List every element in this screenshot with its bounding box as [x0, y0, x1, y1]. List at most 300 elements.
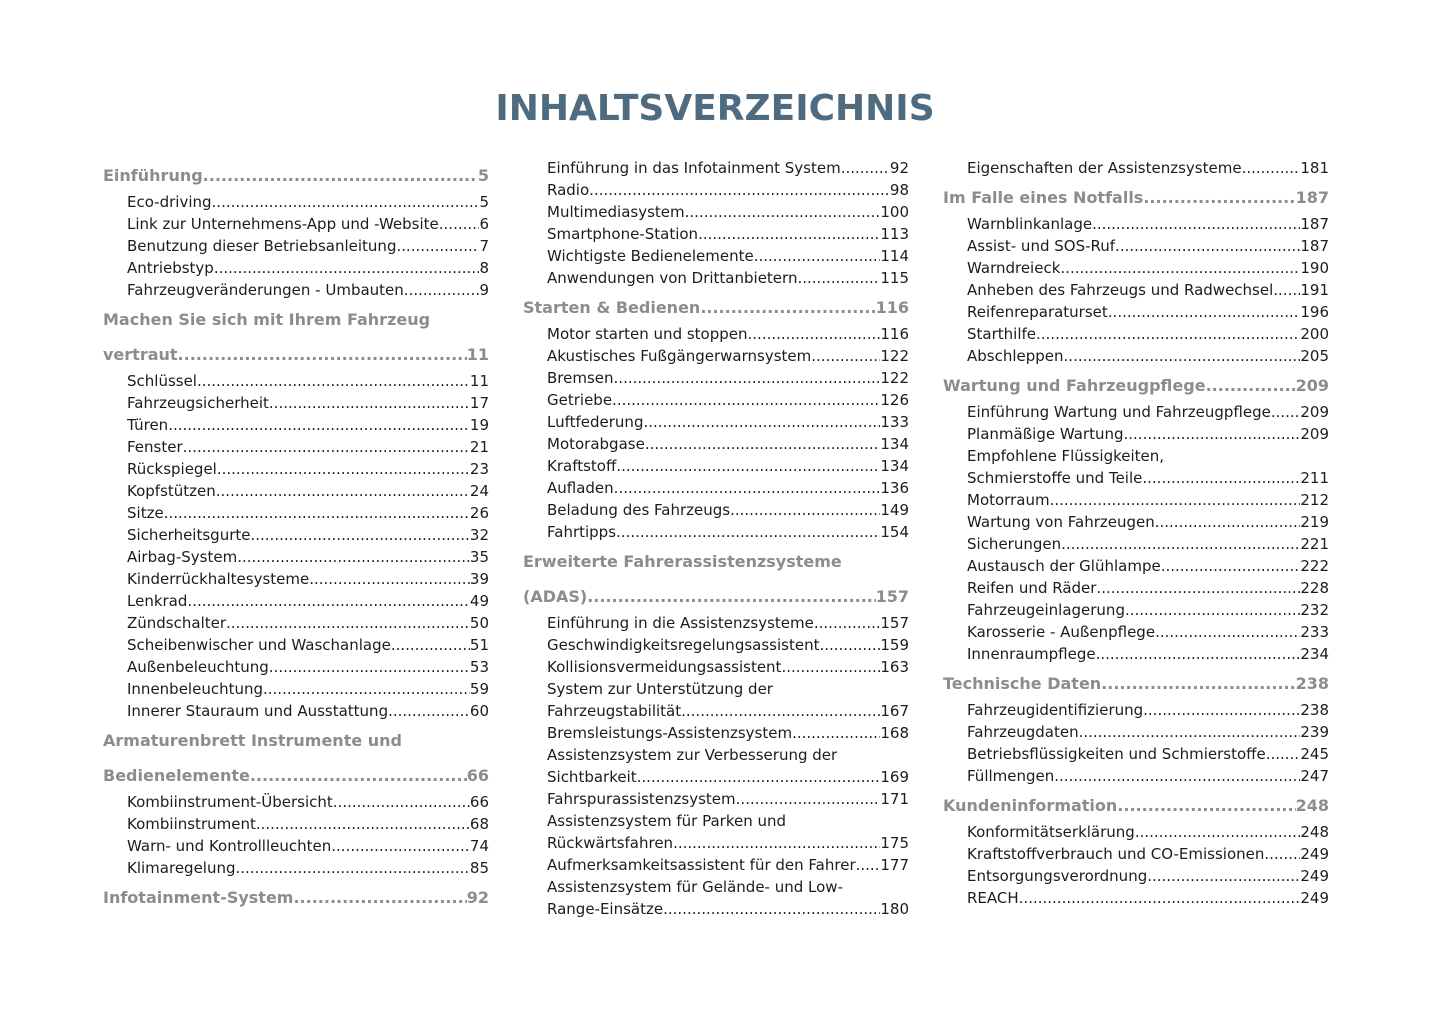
- toc-title: Motorabgase: [547, 435, 645, 453]
- toc-entry[interactable]: [943, 489, 1329, 511]
- toc-section[interactable]: [103, 165, 489, 187]
- dot-leader: [637, 766, 881, 788]
- toc-entry[interactable]: [523, 201, 909, 223]
- toc-entry[interactable]: [103, 279, 489, 301]
- dot-leader: [1061, 533, 1300, 555]
- toc-page-number: 74: [469, 837, 489, 855]
- dot-leader: [226, 612, 470, 634]
- dot-leader: [856, 854, 881, 876]
- toc-entry[interactable]: [523, 477, 909, 499]
- dot-leader: [1096, 643, 1301, 665]
- toc-entry[interactable]: [103, 436, 489, 458]
- dot-leader: [814, 612, 880, 634]
- toc-entry[interactable]: [523, 245, 909, 267]
- toc-entry[interactable]: [523, 179, 909, 201]
- toc-entry[interactable]: [943, 257, 1329, 279]
- toc-entry[interactable]: [943, 765, 1329, 787]
- dot-leader: [673, 832, 880, 854]
- toc-entry[interactable]: [103, 370, 489, 392]
- dot-leader: [1143, 699, 1300, 721]
- dot-leader: [792, 722, 880, 744]
- dot-leader: [250, 765, 467, 787]
- toc-page-number: 126: [880, 391, 909, 409]
- toc-page-number: 5: [477, 166, 489, 185]
- dot-leader: [439, 213, 480, 235]
- toc-page-number: 11: [469, 372, 489, 390]
- toc-entry[interactable]: [943, 887, 1329, 909]
- dot-leader: [263, 678, 470, 700]
- dot-leader: [391, 634, 470, 656]
- toc-page-number: 26: [469, 504, 489, 522]
- toc-entry[interactable]: [103, 414, 489, 436]
- toc-title: Anwendungen von Drittanbietern: [547, 269, 798, 287]
- dot-leader: [819, 634, 880, 656]
- toc-section[interactable]: [943, 375, 1329, 397]
- toc-title: Wartung und Fahrzeugpflege: [943, 376, 1206, 395]
- toc-title: Kombiinstrument-Übersicht: [127, 793, 333, 811]
- toc-page-number: 196: [1300, 303, 1329, 321]
- toc-title: Rückwärtsfahren: [547, 834, 674, 852]
- toc-title: Betriebsflüssigkeiten und Schmierstoffe: [967, 745, 1266, 763]
- toc-entry[interactable]: [103, 678, 489, 700]
- toc-entry-line: Empfohlene Flüssigkeiten,: [967, 447, 1165, 465]
- toc-title: Bedienelemente: [103, 766, 250, 785]
- toc-column-1: [103, 157, 489, 913]
- toc-page-number: 49: [469, 592, 489, 610]
- toc-page-number: 248: [1300, 823, 1329, 841]
- dot-leader: [841, 157, 890, 179]
- toc-title: Lenkrad: [127, 592, 188, 610]
- toc-entry[interactable]: [943, 865, 1329, 887]
- toc-title: Fahrzeugeinlagerung: [967, 601, 1125, 619]
- toc-title: Abschleppen: [967, 347, 1064, 365]
- toc-entry[interactable]: [103, 791, 489, 813]
- toc-page-number: 7: [479, 237, 489, 255]
- toc-entry[interactable]: [943, 843, 1329, 865]
- toc-title: Sichtbarkeit: [547, 768, 637, 786]
- dot-leader: [645, 433, 881, 455]
- toc-title: Kollisionsvermeidungsassistent: [547, 658, 782, 676]
- toc-page-number: 181: [1300, 159, 1329, 177]
- toc-page-number: 19: [469, 416, 489, 434]
- dot-leader: [388, 700, 470, 722]
- toc-section-heading: Machen Sie sich mit Ihrem Fahrzeug: [103, 310, 431, 329]
- toc-entry[interactable]: [943, 643, 1329, 665]
- dot-leader: [1143, 187, 1295, 209]
- dot-leader: [663, 898, 880, 920]
- toc-title: vertraut: [103, 345, 178, 364]
- toc-entry[interactable]: [523, 389, 909, 411]
- toc-entry[interactable]: [943, 157, 1329, 179]
- toc-entry[interactable]: [523, 612, 909, 634]
- toc-title: Schlüssel: [127, 372, 197, 390]
- toc-entry[interactable]: [103, 191, 489, 213]
- toc-entry[interactable]: [523, 722, 909, 744]
- toc-entry[interactable]: [943, 821, 1329, 843]
- toc-title: Fenster: [127, 438, 183, 456]
- toc-entry[interactable]: [103, 392, 489, 414]
- toc-entry[interactable]: [103, 656, 489, 678]
- toc-page-number: 68: [469, 815, 489, 833]
- toc-page-number: 134: [880, 457, 909, 475]
- toc-entry[interactable]: [103, 857, 489, 879]
- toc-section[interactable]: [523, 586, 909, 608]
- toc-page-number: 92: [889, 159, 909, 177]
- toc-title: Technische Daten: [943, 674, 1102, 693]
- toc-entry[interactable]: [103, 213, 489, 235]
- toc-entry[interactable]: [523, 854, 909, 876]
- toc-entry[interactable]: [523, 521, 909, 543]
- toc-title: Fahrtipps: [547, 523, 617, 541]
- toc-entry[interactable]: [943, 467, 1329, 489]
- dot-leader: [1115, 235, 1300, 257]
- toc-page-number: 190: [1300, 259, 1329, 277]
- toc-title: Beladung des Fahrzeugs: [547, 501, 731, 519]
- toc-entry[interactable]: [103, 546, 489, 568]
- toc-title: Scheibenwischer und Waschanlage: [127, 636, 391, 654]
- toc-page-number: 175: [880, 834, 909, 852]
- toc-page-number: 116: [880, 325, 909, 343]
- toc-page-number: 168: [880, 724, 909, 742]
- toc-entry[interactable]: [523, 411, 909, 433]
- toc-title: Smartphone-Station: [547, 225, 699, 243]
- toc-page-number: 8: [479, 259, 489, 277]
- toc-entry[interactable]: [103, 835, 489, 857]
- toc-title: REACH: [967, 889, 1019, 907]
- toc-page-number: 24: [469, 482, 489, 500]
- toc-entry[interactable]: [103, 590, 489, 612]
- toc-page-number: 21: [469, 438, 489, 456]
- toc-title: Klimaregelung: [127, 859, 236, 877]
- toc-title: Assist- und SOS-Ruf: [967, 237, 1116, 255]
- dot-leader: [681, 700, 880, 722]
- toc-page-number: 249: [1300, 867, 1329, 885]
- toc-entry[interactable]: [523, 700, 909, 722]
- toc-entry[interactable]: [523, 323, 909, 345]
- toc-title: Radio: [547, 181, 590, 199]
- toc-title: Einführung: [103, 166, 203, 185]
- toc-section-heading: Erweiterte Fahrerassistenzsysteme: [523, 552, 842, 571]
- toc-title: Multimediasystem: [547, 203, 685, 221]
- dot-leader: [1155, 621, 1300, 643]
- toc-title: Fahrspurassistenzsystem: [547, 790, 736, 808]
- dot-leader: [1054, 765, 1300, 787]
- toc-page-number: 238: [1300, 701, 1329, 719]
- toc-entry[interactable]: [943, 279, 1329, 301]
- toc-entry[interactable]: [943, 401, 1329, 423]
- dot-leader: [614, 477, 881, 499]
- toc-entry[interactable]: [523, 832, 909, 854]
- toc-entry[interactable]: [943, 699, 1329, 721]
- toc-entry[interactable]: [103, 524, 489, 546]
- toc-page-number: 92: [466, 888, 489, 907]
- toc-entry[interactable]: [943, 213, 1329, 235]
- toc-page-number: 157: [875, 587, 909, 606]
- dot-leader: [1064, 345, 1301, 367]
- toc-page-number: 116: [875, 298, 909, 317]
- toc-page-number: 228: [1300, 579, 1329, 597]
- toc-section[interactable]: [943, 795, 1329, 817]
- toc-page-number: 11: [466, 345, 489, 364]
- dot-leader: [164, 502, 470, 524]
- dot-leader: [1161, 555, 1301, 577]
- toc-page-number: 5: [479, 193, 489, 211]
- toc-title: Innenbeleuchtung: [127, 680, 263, 698]
- toc-page-number: 159: [880, 636, 909, 654]
- toc-title: Außenbeleuchtung: [127, 658, 269, 676]
- toc-title: Antriebstyp: [127, 259, 214, 277]
- toc-section[interactable]: [103, 765, 489, 787]
- toc-entry[interactable]: [103, 568, 489, 590]
- toc-entry[interactable]: [103, 257, 489, 279]
- toc-section[interactable]: [103, 344, 489, 366]
- toc-section[interactable]: [943, 187, 1329, 209]
- toc-page-number: 239: [1300, 723, 1329, 741]
- toc-entry[interactable]: [523, 157, 909, 179]
- dot-leader: [212, 191, 480, 213]
- toc-entry[interactable]: [523, 223, 909, 245]
- toc-page-number: 23: [469, 460, 489, 478]
- toc-page-number: 66: [466, 766, 489, 785]
- dot-leader: [612, 389, 880, 411]
- toc-title: Fahrzeugidentifizierung: [967, 701, 1144, 719]
- toc-entry[interactable]: [943, 511, 1329, 533]
- toc-entry[interactable]: [523, 433, 909, 455]
- dot-leader: [748, 323, 881, 345]
- toc-entry[interactable]: [943, 743, 1329, 765]
- toc-entry[interactable]: [523, 267, 909, 289]
- dot-leader: [183, 436, 470, 458]
- dot-leader: [1096, 577, 1300, 599]
- toc-entry[interactable]: [523, 656, 909, 678]
- toc-page-number: 191: [1300, 281, 1329, 299]
- dot-leader: [589, 179, 890, 201]
- toc-title: Kopfstützen: [127, 482, 216, 500]
- toc-title: Entsorgungsverordnung: [967, 867, 1148, 885]
- toc-page-number: 248: [1295, 796, 1329, 815]
- toc-title: Einführung in die Assistenzsysteme: [547, 614, 814, 632]
- toc-entry[interactable]: [523, 634, 909, 656]
- toc-title: Türen: [127, 416, 169, 434]
- toc-title: Geschwindigkeitsregelungsassistent: [547, 636, 820, 654]
- toc-title: Warn- und Kontrollleuchten: [127, 837, 332, 855]
- dot-leader: [1060, 257, 1300, 279]
- toc-entry[interactable]: [523, 788, 909, 810]
- toc-title: Luftfederung: [547, 413, 644, 431]
- dot-leader: [168, 414, 470, 436]
- toc-title: Kundeninformation: [943, 796, 1118, 815]
- dot-leader: [698, 223, 880, 245]
- toc-page-number: 17: [469, 394, 489, 412]
- toc-title: Rückspiegel: [127, 460, 217, 478]
- dot-leader: [404, 279, 480, 301]
- toc-title: Link zur Unternehmens-App und -Website: [127, 215, 439, 233]
- toc-entry[interactable]: [523, 455, 909, 477]
- toc-page-number: 187: [1300, 215, 1329, 233]
- toc-entry[interactable]: [523, 499, 909, 521]
- toc-entry[interactable]: [103, 235, 489, 257]
- toc-page-number: 211: [1300, 469, 1329, 487]
- toc-title: Reifenreparaturset: [967, 303, 1108, 321]
- dot-leader: [1036, 323, 1300, 345]
- toc-entry[interactable]: [943, 577, 1329, 599]
- toc-entry-line: Assistenzsystem zur Verbesserung der: [547, 746, 838, 764]
- toc-page-number: 163: [880, 658, 909, 676]
- toc-page-number: 209: [1300, 425, 1329, 443]
- toc-entry[interactable]: [943, 621, 1329, 643]
- toc-title: Innerer Stauraum und Ausstattung: [127, 702, 389, 720]
- toc-entry[interactable]: [103, 458, 489, 480]
- toc-page-number: 238: [1295, 674, 1329, 693]
- toc-page-number: 149: [880, 501, 909, 519]
- dot-leader: [616, 455, 880, 477]
- toc-page-number: 233: [1300, 623, 1329, 641]
- toc-page-number: 9: [479, 281, 489, 299]
- toc-entry[interactable]: [943, 555, 1329, 577]
- toc-page-number: 122: [880, 369, 909, 387]
- toc-entry[interactable]: [943, 345, 1329, 367]
- toc-page-number: 212: [1300, 491, 1329, 509]
- dot-leader: [730, 499, 880, 521]
- toc-page-number: 221: [1300, 535, 1329, 553]
- toc-page-number: 205: [1300, 347, 1329, 365]
- toc-page-number: 222: [1300, 557, 1329, 575]
- toc-page-number: 200: [1300, 325, 1329, 343]
- toc-page-number: 154: [880, 523, 909, 541]
- toc-title: Anheben des Fahrzeugs und Radwechsel: [967, 281, 1274, 299]
- toc-entry[interactable]: [523, 766, 909, 788]
- dot-leader: [1124, 423, 1301, 445]
- toc-entry[interactable]: [943, 301, 1329, 323]
- toc-page-number: 6: [479, 215, 489, 233]
- toc-entry[interactable]: [103, 700, 489, 722]
- dot-leader: [269, 392, 470, 414]
- toc-title: Zündschalter: [127, 614, 227, 632]
- toc-entry[interactable]: [943, 323, 1329, 345]
- toc-title: Füllmengen: [967, 767, 1055, 785]
- toc-page-number: 171: [880, 790, 909, 808]
- dot-leader: [1155, 511, 1301, 533]
- toc-entry[interactable]: [943, 533, 1329, 555]
- toc-title: Planmäßige Wartung: [967, 425, 1124, 443]
- toc-page-number: 180: [880, 900, 909, 918]
- toc-entry[interactable]: [103, 502, 489, 524]
- dot-leader: [797, 267, 880, 289]
- toc-title: Warnblinkanlage: [967, 215, 1093, 233]
- dot-leader: [1125, 599, 1300, 621]
- dot-leader: [293, 887, 466, 909]
- toc-title: Austausch der Glühlampe: [967, 557, 1161, 575]
- toc-title: Kraftstoffverbrauch und CO-Emissionen: [967, 845, 1265, 863]
- toc-page-number: 85: [469, 859, 489, 877]
- toc-title: Innenraumpflege: [967, 645, 1096, 663]
- toc-page-number: 169: [880, 768, 909, 786]
- toc-entry[interactable]: [523, 345, 909, 367]
- toc-page-number: 136: [880, 479, 909, 497]
- toc-page-number: 39: [469, 570, 489, 588]
- dot-leader: [256, 813, 470, 835]
- toc-title: Kombiinstrument: [127, 815, 256, 833]
- dot-leader: [643, 411, 880, 433]
- toc-entry[interactable]: [943, 235, 1329, 257]
- toc-entry-line: System zur Unterstützung der: [547, 680, 773, 698]
- toc-page-number: 59: [469, 680, 489, 698]
- toc-column-3: [943, 157, 1329, 909]
- dot-leader: [396, 235, 479, 257]
- toc-title: Sitze: [127, 504, 164, 522]
- toc-entry[interactable]: [103, 480, 489, 502]
- toc-page-number: 122: [880, 347, 909, 365]
- toc-page-number: 35: [469, 548, 489, 566]
- dot-leader: [1117, 795, 1295, 817]
- dot-leader: [250, 524, 469, 546]
- dot-leader: [736, 788, 881, 810]
- toc-page-number: 177: [880, 856, 909, 874]
- toc-title: Getriebe: [547, 391, 613, 409]
- toc-entry[interactable]: [943, 721, 1329, 743]
- toc-page-number: 157: [880, 614, 909, 632]
- toc-page-number: 114: [880, 247, 909, 265]
- toc-title: Motorraum: [967, 491, 1050, 509]
- toc-entry[interactable]: [103, 634, 489, 656]
- toc-entry[interactable]: [103, 813, 489, 835]
- toc-title: Fahrzeugsicherheit: [127, 394, 269, 412]
- toc-page-number: 51: [469, 636, 489, 654]
- toc-section-heading: Armaturenbrett Instrumente und: [103, 731, 402, 750]
- toc-page-number: 247: [1300, 767, 1329, 785]
- toc-page-number: 113: [880, 225, 909, 243]
- toc-section[interactable]: [103, 887, 489, 909]
- toc-title: Sicherungen: [967, 535, 1062, 553]
- toc-title: Kinderrückhaltesysteme: [127, 570, 310, 588]
- toc-title: Range-Einsätze: [547, 900, 664, 918]
- toc-page-number: 134: [880, 435, 909, 453]
- toc-title: Karosserie - Außenpflege: [967, 623, 1156, 641]
- dot-leader: [1135, 821, 1301, 843]
- toc-entry-line: Assistenzsystem für Gelände- und Low-: [547, 878, 843, 896]
- dot-leader: [1101, 673, 1295, 695]
- dot-leader: [1147, 865, 1300, 887]
- toc-title: Kraftstoff: [547, 457, 617, 475]
- toc-entry[interactable]: [943, 599, 1329, 621]
- dot-leader: [214, 257, 480, 279]
- toc-entry[interactable]: [523, 367, 909, 389]
- toc-title: Eigenschaften der Assistenzsysteme: [967, 159, 1242, 177]
- dot-leader: [269, 656, 470, 678]
- toc-title: Warndreieck: [967, 259, 1061, 277]
- page-title: INHALTSVERZEICHNIS: [495, 88, 935, 129]
- toc-title: Bremsleistungs-Assistenzsystem: [547, 724, 793, 742]
- dot-leader: [1108, 301, 1301, 323]
- toc-page-number: 232: [1300, 601, 1329, 619]
- toc-section[interactable]: [943, 673, 1329, 695]
- toc-entry[interactable]: [103, 612, 489, 634]
- toc-title: Wichtigste Bedienelemente: [547, 247, 754, 265]
- dot-leader: [1273, 279, 1300, 301]
- toc-section[interactable]: [523, 297, 909, 319]
- toc-page-number: 209: [1295, 376, 1329, 395]
- toc-title: Infotainment-System: [103, 888, 294, 907]
- dot-leader: [216, 480, 470, 502]
- toc-title: Eco-driving: [127, 193, 212, 211]
- dot-leader: [1271, 401, 1301, 423]
- dot-leader: [754, 245, 881, 267]
- toc-entry[interactable]: [523, 898, 909, 920]
- toc-entry[interactable]: [943, 423, 1329, 445]
- dot-leader: [685, 201, 881, 223]
- dot-leader: [811, 345, 880, 367]
- toc-page-number: 187: [1300, 237, 1329, 255]
